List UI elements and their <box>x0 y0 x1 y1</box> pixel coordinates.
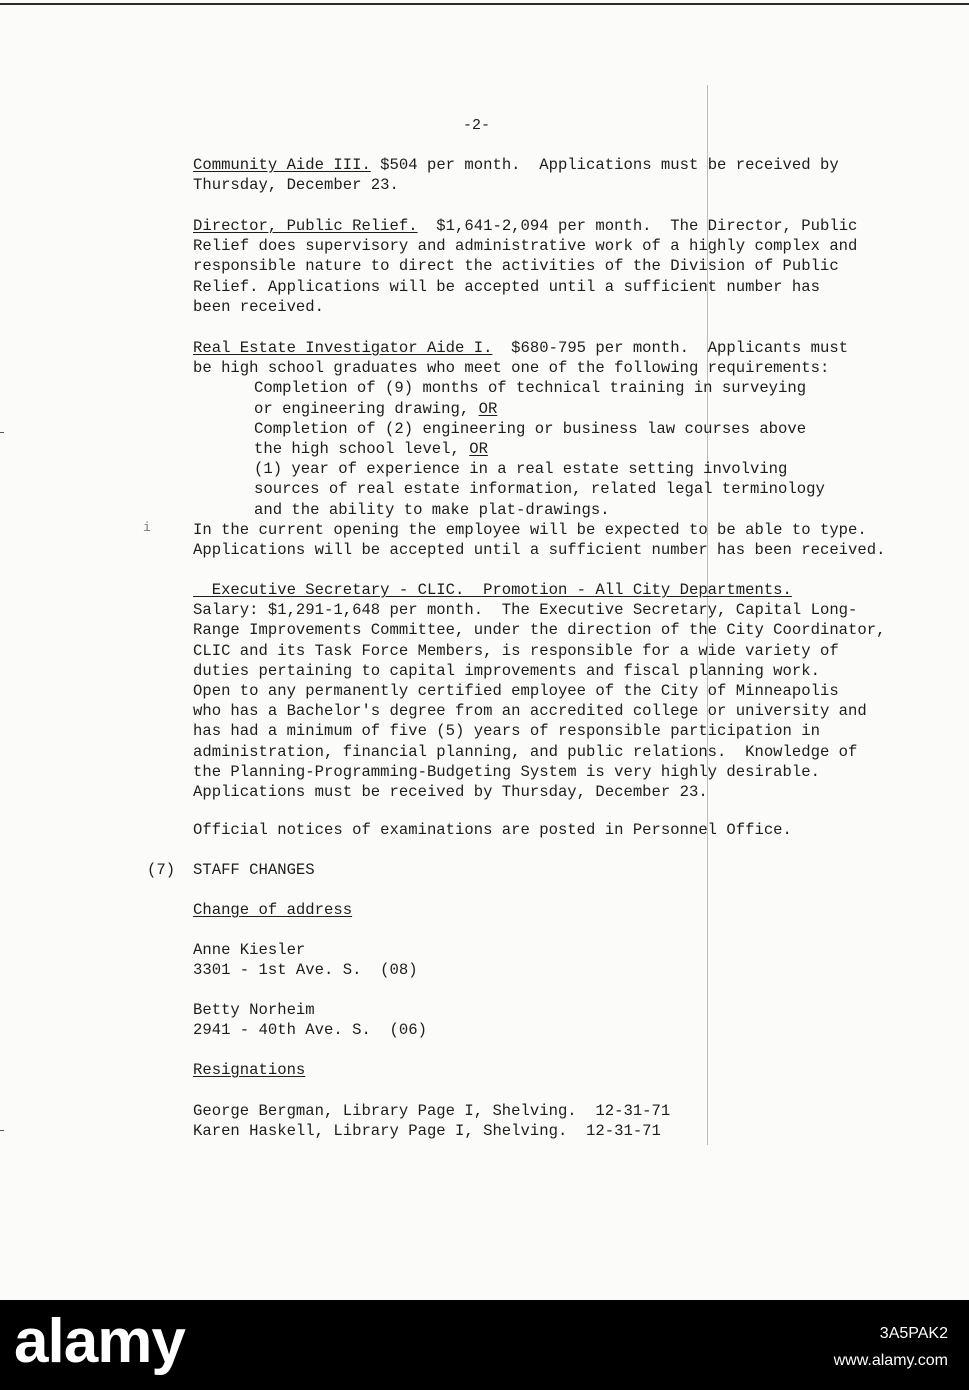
text-line: the Planning-Programming-Budgeting System is very highly desirable. <box>193 762 820 781</box>
text-line: Real Estate Investigator Aide I. $680-795 per month. Applicants must <box>193 339 849 357</box>
resignations-list <box>193 1101 670 1141</box>
text-line: Thursday, December 23. <box>193 176 399 195</box>
job-title: Director, Public Relief. <box>193 217 418 235</box>
text-line: Relief does supervisory and administrative work of a highly complex and <box>193 237 858 256</box>
job-title: Community Aide III. <box>193 156 371 174</box>
text-line: CLIC and its Task Force Members, is responsible for a wide variety of <box>193 641 839 660</box>
text-line: Director, Public Relief. $1,641-2,094 per month. The Director, Public <box>193 217 858 235</box>
text-line: has had a minimum of five (5) years of responsible participation in <box>193 722 820 741</box>
text-line: Community Aide III. $504 per month. Applications must be received by <box>193 156 839 174</box>
staff-changes-heading: STAFF CHANGES <box>193 861 315 879</box>
job-title: Real Estate Investigator Aide I. <box>193 339 493 357</box>
text-line: In the current opening the employee will be expected to be able to type. <box>193 520 867 539</box>
real-estate-section <box>193 338 885 560</box>
address-entry <box>193 1000 427 1040</box>
or-underlined: OR <box>469 440 488 459</box>
official-notice: Official notices of examinations are posted in Personnel Office. <box>193 821 792 839</box>
director-section <box>193 216 857 317</box>
scan-top-border <box>0 3 969 5</box>
community-aide-section <box>193 155 839 195</box>
person-name: Betty Norheim <box>193 1001 315 1019</box>
requirement-line: the high school level, OR <box>254 440 488 459</box>
edge-mark <box>0 1130 4 1131</box>
requirement-line: Completion of (9) months of technical training in surveying <box>254 379 807 398</box>
alamy-logo: alamy <box>14 1307 185 1376</box>
resignation-entry: Karen Haskell, Library Page I, Shelving. 12-31-71 <box>193 1122 661 1141</box>
executive-secretary-section <box>193 580 885 802</box>
text-line: Applications will be accepted until a sufficient number has been received. <box>193 541 886 560</box>
resignations-heading: Resignations <box>193 1061 306 1079</box>
text-line: Range Improvements Committee, under the direction of the City Coordinator, <box>193 621 886 640</box>
text-line: been received. <box>193 297 325 316</box>
page-number: -2- <box>463 117 491 134</box>
text-line: duties pertaining to capital improvements and fiscal planning work. <box>193 661 820 680</box>
address-line: 2941 - 40th Ave. S. (06) <box>193 1021 427 1040</box>
text-line: Open to any permanently certified employee of the City of Minneapolis <box>193 682 839 701</box>
site-url: www.alamy.com <box>833 1352 948 1369</box>
requirement-line: sources of real estate information, related legal terminology <box>254 480 825 499</box>
job-title: Executive Secretary - CLIC. Promotion - All City Departments. <box>193 581 792 599</box>
text-line <box>193 580 885 600</box>
text-line: Salary: $1,291-1,648 per month. The Executive Secretary, Capital Long- <box>193 601 858 620</box>
or-underlined: OR <box>478 399 498 418</box>
text-line: administration, financial planning, and public relations. Knowledge of <box>193 742 858 761</box>
address-entry <box>193 940 418 980</box>
edge-mark <box>0 432 4 433</box>
change-of-address-heading: Change of address <box>193 901 353 919</box>
stray-mark: i <box>143 520 151 535</box>
resignation-entry: George Bergman, Library Page I, Shelving. 12-31-71 <box>193 1102 671 1120</box>
requirement-line: Completion of (2) engineering or business law courses above <box>254 419 807 438</box>
text-line: be high school graduates who meet one of the following requirements: <box>193 359 830 378</box>
text-line: who has a Bachelor's degree from an accredited college or university and <box>193 702 867 721</box>
requirement-line: or engineering drawing, OR <box>254 399 498 418</box>
person-name: Anne Kiesler <box>193 941 306 959</box>
text-line: Applications must be received by Thursday, December 23. <box>193 783 708 802</box>
text-line: Relief. Applications will be accepted until a sufficient number has <box>193 277 820 296</box>
requirement-line: and the ability to make plat-drawings. <box>254 500 610 519</box>
requirement-line: (1) year of experience in a real estate setting involving <box>254 460 788 479</box>
text-line: responsible nature to direct the activities of the Division of Public <box>193 257 839 276</box>
address-line: 3301 - 1st Ave. S. (08) <box>193 961 418 980</box>
section-number: (7) <box>147 861 176 879</box>
image-id: 3A5PAK2 <box>879 1325 948 1342</box>
